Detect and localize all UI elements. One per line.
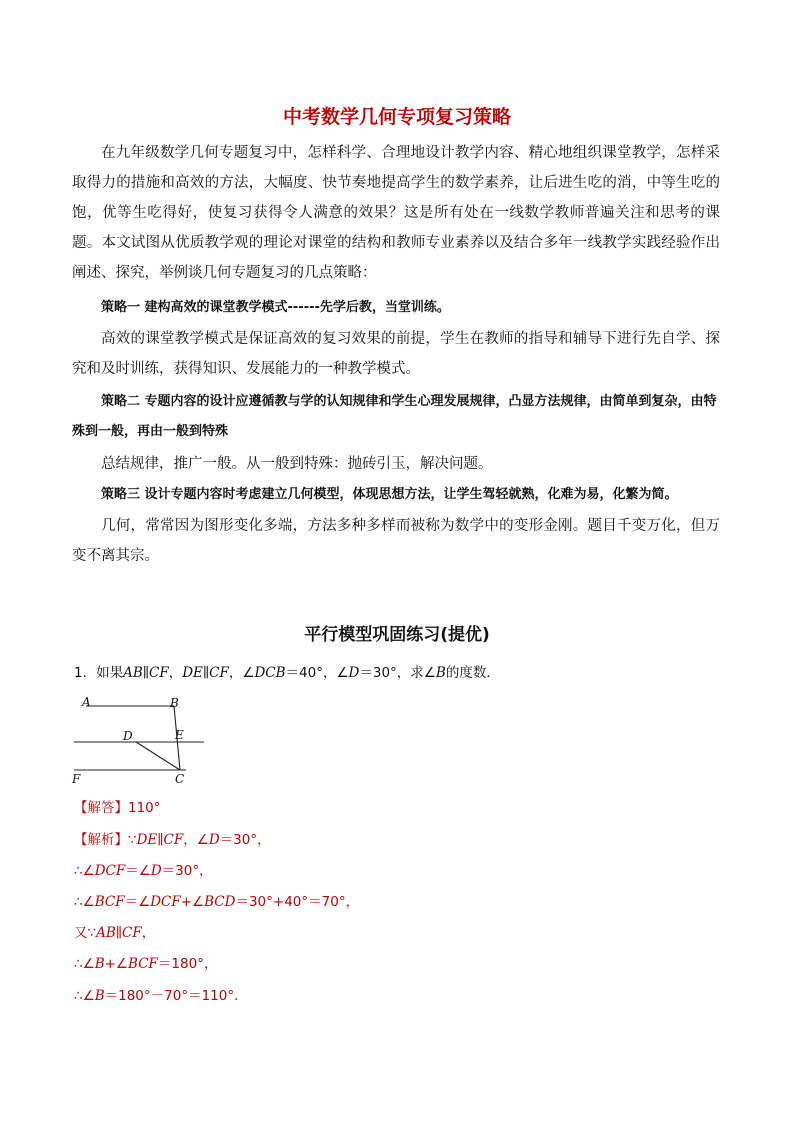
strategy-2-text: 总结规律，推广一般。从一般到特殊：抛砖引玉，解决问题。 [101, 456, 493, 472]
step-text: ＝180°， [157, 956, 218, 972]
strategy-2-heading: 策略二 专题内容的设计应遵循教与学的认知规律和学生心理发展规律，凸显方法规律，由简单到复杂，由特殊到一般，再由一般到特殊 [72, 394, 717, 439]
problem-angle: DCB [254, 665, 286, 681]
step-text: ＝∠ [124, 894, 151, 910]
analysis-step-3 [74, 890, 359, 914]
step-text: ∴∠ [74, 894, 95, 910]
step-text: ∵ [128, 832, 137, 848]
step-text: ， [141, 925, 156, 941]
problem-1 [74, 661, 500, 685]
geometry-figure [68, 690, 218, 786]
problem-condition: AB∥CF [123, 665, 169, 681]
analysis-label: 【解析】 [74, 832, 128, 848]
step-math: BCF [128, 956, 158, 972]
line-dc [136, 742, 180, 770]
label-b: B [170, 696, 179, 710]
label-a: A [82, 695, 91, 709]
step-math: DE∥CF [136, 832, 184, 848]
label-e: E [175, 728, 184, 742]
analysis-step-1 [74, 828, 271, 852]
step-math: B [94, 956, 105, 972]
strategy-1-heading: 策略一 建构高效的课堂教学模式------先学后教，当堂训练。 [101, 300, 450, 315]
page-title: 中考数学几何专项复习策略 [282, 106, 511, 128]
problem-text: ＝40°，∠ [285, 665, 349, 681]
step-math: AB∥CF [96, 925, 142, 941]
strategy-3-heading: 策略三 设计专题内容时考虑建立几何模型，体现思想方法，让学生驾轻就熟，化难为易，化繁为简。 [101, 487, 678, 502]
strategy-1-text: 高效的课堂教学模式是保证高效的复习效果的前提，学生在教师的指导和辅导下进行先自学、探究和及时训练，获得知识、发展能力的一种教学模式。 [72, 331, 720, 377]
problem-condition: DE∥CF [182, 665, 229, 681]
step-text: ＝30°+40°＝70°， [235, 894, 360, 910]
analysis-step-2 [74, 859, 213, 883]
strategy-3-text: 几何，常常因为图形变化多端，方法多种多样而被称为数学中的变形金刚。题目千变万化，但万变不离其宗。 [72, 518, 720, 564]
section-title: 平行模型巩固练习(提优) [304, 625, 490, 645]
label-f: F [72, 772, 81, 786]
step-math: D [208, 832, 220, 848]
step-text: ＝30°， [219, 832, 271, 848]
problem-text: ＝30°，求∠ [359, 665, 436, 681]
label-d: D [123, 729, 133, 743]
intro-paragraph: 在九年级数学几何专题复习中，怎样科学、合理地设计教学内容、精心地组织课堂教学，怎样采取得力的措施和高效的方法，大幅度、快节奏地提高学生的数学素养，让后进生吃的消，中等生吃的饱，优等生吃得好，使复习获得令人满意的效果？这是所有处在一线数学教师普遍关注和思考的课题。本文试图从优质教学观的理论对课堂的结构和教师专业素养以及结合多年一线教学实践经验作出阐述、探究，举例谈几何专题复习的几点策略： [72, 145, 720, 281]
step-math: BCF [94, 894, 125, 910]
step-text: +∠ [180, 894, 205, 910]
step-text: ∴∠ [74, 988, 95, 1004]
problem-text: ，∠ [228, 665, 255, 681]
answer-line [74, 796, 161, 820]
step-text: ，∠ [183, 832, 209, 848]
problem-number: 1． [74, 665, 97, 681]
step-text: ＝∠ [125, 863, 151, 879]
step-math: D [150, 863, 162, 879]
label-c: C [175, 772, 185, 786]
step-text: ＝180°－70°＝110°． [104, 988, 248, 1004]
step-text: ＝30°， [161, 863, 213, 879]
step-math: B [94, 988, 105, 1004]
problem-text: 如果 [96, 665, 124, 681]
problem-angle: B [435, 665, 446, 681]
analysis-step-5 [74, 952, 217, 976]
problem-text: 的度数． [445, 665, 500, 681]
analysis-step-4 [74, 921, 155, 945]
answer-label: 【解答】 [74, 800, 128, 816]
analysis-step-6 [74, 984, 248, 1008]
step-math: DCF [150, 894, 181, 910]
step-text: ∴∠ [74, 863, 95, 879]
step-math: BCD [204, 894, 236, 910]
problem-text: ， [168, 665, 183, 681]
answer-value: 110° [128, 800, 161, 816]
step-math: DCF [94, 863, 126, 879]
problem-angle: D [348, 665, 360, 681]
step-text: 又∵ [74, 925, 97, 941]
step-text: ∴∠ [74, 956, 95, 972]
step-text: +∠ [104, 956, 129, 972]
